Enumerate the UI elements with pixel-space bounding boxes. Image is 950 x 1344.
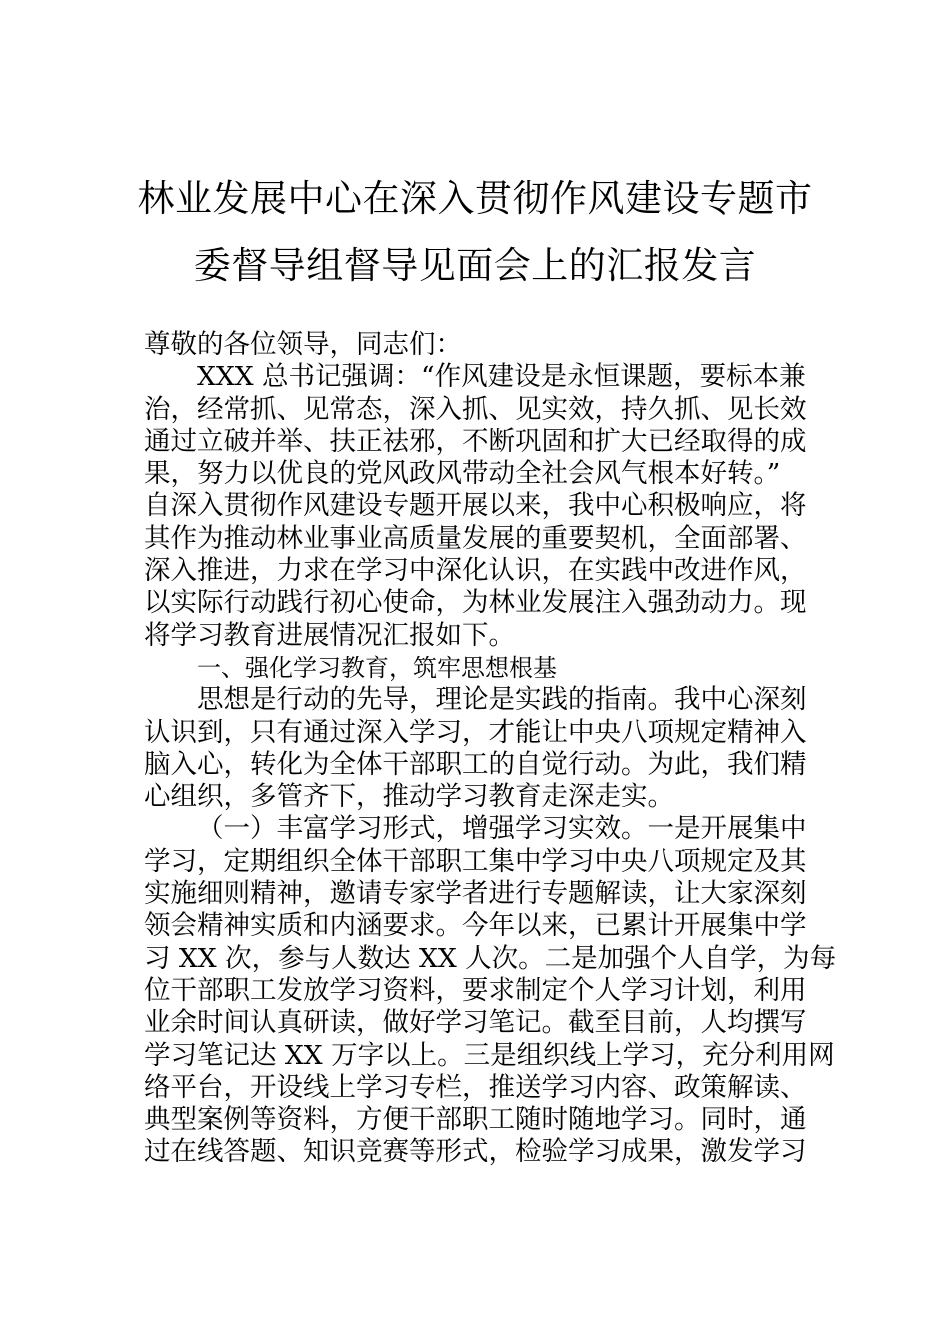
paragraph-line: 领会精神实质和内涵要求。今年以来，已累计开展集中学: [144, 910, 807, 942]
paragraph-line: 将学习教育进展情况汇报如下。: [144, 619, 515, 651]
salutation: 尊敬的各位领导，同志们：: [144, 329, 462, 360]
paragraph-line: 脑入心，转化为全体干部职工的自觉行动。为此，我们精: [144, 748, 807, 780]
paragraph-line: 以实际行动践行初心使命，为林业发展注入强劲动力。现: [144, 587, 807, 619]
paragraph-line: 其作为推动林业事业高质量发展的重要契机，全面部署、: [144, 522, 807, 554]
paragraph-line: 络平台，开设线上学习专栏，推送学习内容、政策解读、: [144, 1071, 807, 1103]
paragraph-line: 深入推进，力求在学习中深化认识，在实践中改进作风，: [144, 555, 807, 587]
paragraph-line: XXX 总书记强调：“作风建设是永恒课题，要标本兼: [197, 361, 806, 393]
paragraph-line: 典型案例等资料，方便干部职工随时随地学习。同时，通: [144, 1104, 807, 1136]
paragraph-line: 心组织，多管齐下，推动学习教育走深走实。: [144, 781, 674, 813]
paragraph-line: 自深入贯彻作风建设专题开展以来，我中心积极响应，将: [144, 490, 807, 522]
document-body: [144, 329, 837, 1169]
paragraph-line: 学习，定期组织全体干部职工集中学习中央八项规定及其: [144, 845, 807, 877]
paragraph-line: 业余时间认真研读，做好学习笔记。截至目前，人均撰写: [144, 1007, 807, 1039]
paragraph-line: 过在线答题、知识竞赛等形式，检验学习成果，激发学习: [144, 1136, 807, 1168]
paragraph-line: 实施细则精神，邀请专家学者进行专题解读，让大家深刻: [144, 878, 807, 910]
paragraph-line: 通过立破并举、扶正祛邪，不断巩固和扩大已经取得的成: [144, 425, 807, 457]
paragraph-line: 习 XX 次，参与人数达 XX 人次。二是加强个人自学，为每: [144, 942, 837, 974]
document-title-line-1: 林业发展中心在深入贯彻作风建设专题市: [137, 177, 813, 220]
paragraph-line: 学习笔记达 XX 万字以上。三是组织线上学习，充分利用网: [144, 1039, 835, 1071]
paragraph-line: 思想是行动的先导，理论是实践的指南。我中心深刻: [197, 684, 807, 716]
paragraph-line: 治，经常抓、见常态，深入抓、见实效，持久抓、见长效: [144, 393, 807, 425]
section-heading: 一、强化学习教育，筑牢思想根基: [197, 653, 557, 682]
paragraph-line: 认识到，只有通过深入学习，才能让中央八项规定精神入: [144, 716, 807, 748]
paragraph-line: 位干部职工发放学习资料，要求制定个人学习计划，利用: [144, 974, 807, 1006]
document-title-line-2: 委督导组督导见面会上的汇报发言: [193, 244, 757, 287]
paragraph-line: （一）丰富学习形式，增强学习实效。一是开展集中: [197, 813, 807, 845]
paragraph-line: 果，努力以优良的党风政风带动全社会风气根本好转。”: [144, 458, 781, 490]
